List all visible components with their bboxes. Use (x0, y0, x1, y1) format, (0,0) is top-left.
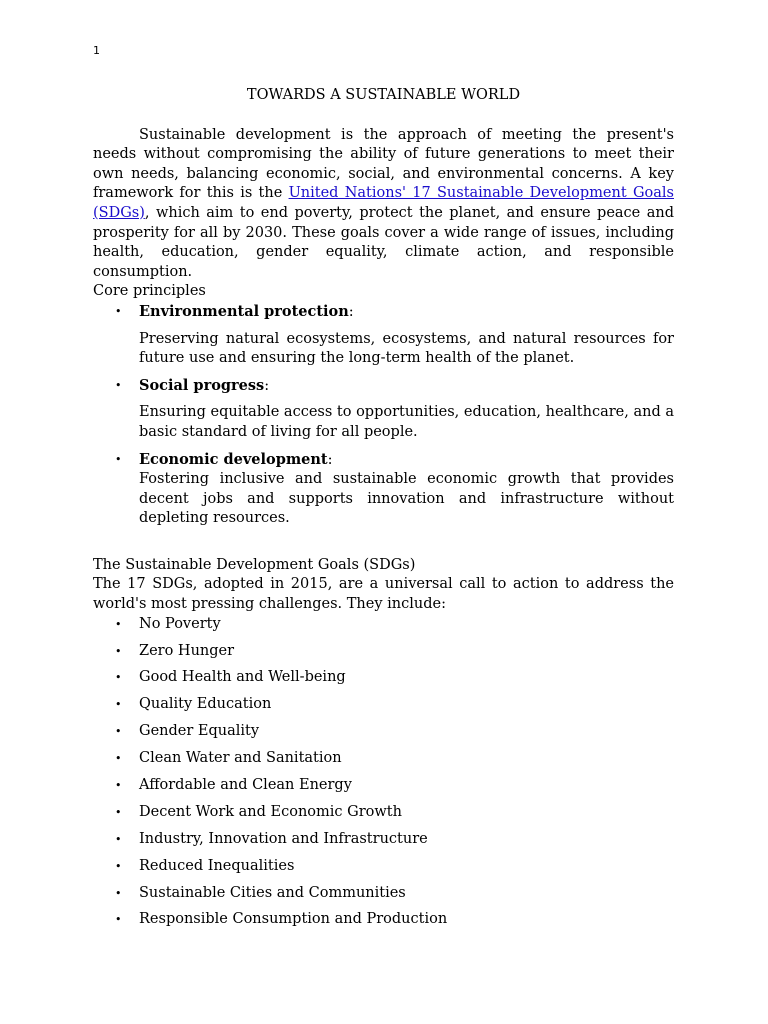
principle-description: Fostering inclusive and sustainable economic growth that provides decent jobs and supports innovation and infrastructure without depleting resources. (139, 471, 674, 527)
sdgs-link[interactable]: United Nations' 17 Sustainable Development Goals (SDGs) (93, 185, 674, 221)
principle-item-environmental (93, 302, 674, 369)
list-item (93, 776, 674, 803)
sdgs-heading: The Sustainable Development Goals (SDGs) (93, 556, 416, 573)
document-title: TOWARDS A SUSTAINABLE WORLD (246, 87, 521, 103)
goal-label: Responsible Consumption and Production (139, 911, 448, 928)
bullet-icon: • (115, 698, 122, 712)
bullet-icon: • (115, 805, 122, 819)
list-item (93, 803, 674, 830)
principle-item-social (93, 376, 674, 443)
list-item (93, 668, 674, 695)
goal-label: Quality Education (139, 696, 272, 713)
bullet-icon: • (115, 886, 122, 900)
list-item (93, 857, 674, 884)
list-item (93, 642, 674, 669)
bullet-icon: • (115, 859, 122, 873)
bullet-icon: • (115, 644, 122, 658)
core-principles-list (93, 302, 674, 529)
goal-label: No Poverty (139, 615, 221, 632)
goal-label: Decent Work and Economic Growth (139, 803, 402, 820)
bullet-icon: • (115, 378, 122, 392)
list-item (93, 722, 674, 749)
intro-text-part1: Sustainable development is the approach of meeting the present's needs without compromising the ability of future generations to meet their own needs, balancing economic, social, and environmental concerns. A key framework for this is the (93, 126, 674, 202)
list-item (93, 615, 674, 642)
goal-label: Affordable and Clean Energy (139, 777, 352, 793)
bullet-icon: • (115, 832, 122, 846)
goal-label: Clean Water and Sanitation (139, 750, 342, 767)
goal-label: Good Health and Well-being (139, 669, 346, 686)
principle-description: Ensuring equitable access to opportunities, education, healthcare, and a basic standard of living for all people. (139, 404, 674, 440)
list-item (93, 749, 674, 776)
goal-label: Reduced Inequalities (139, 857, 295, 874)
goal-label: Sustainable Cities and Communities (139, 884, 406, 901)
list-item (93, 695, 674, 722)
sdgs-intro: The 17 SDGs, adopted in 2015, are a universal call to action to address the world's most pressing challenges. They include: (93, 576, 674, 613)
bullet-icon: • (115, 913, 122, 927)
principle-label: Environmental protection (139, 302, 349, 320)
core-principles-heading: Core principles (93, 283, 206, 300)
goal-label: Gender Equality (139, 723, 260, 740)
section-spacer (93, 536, 674, 556)
goal-label: Zero Hunger (139, 642, 235, 659)
list-item (93, 884, 674, 911)
bullet-icon: • (115, 725, 122, 739)
page-number: 1 (93, 44, 100, 57)
principle-colon: : (348, 303, 354, 320)
bullet-icon: • (115, 779, 122, 792)
goal-label: Industry, Innovation and Infrastructure (139, 830, 428, 847)
list-item (93, 910, 674, 937)
principle-label: Social progress (139, 376, 265, 394)
intro-paragraph (93, 126, 674, 283)
bullet-icon: • (115, 671, 122, 685)
list-item (93, 830, 674, 857)
principle-label: Economic development (139, 450, 328, 468)
bullet-icon: • (115, 752, 122, 766)
sdg-goals-list (93, 615, 674, 938)
principle-colon: : (264, 377, 270, 394)
document-body (93, 86, 674, 937)
principle-item-economic (93, 450, 674, 529)
bullet-icon: • (115, 304, 122, 318)
bullet-icon: • (115, 452, 122, 466)
principle-colon: : (327, 451, 333, 468)
intro-text-part2: , which aim to end poverty, protect the planet, and ensure peace and prosperity for all by 2030. These goals cover a wide range of issues, including health, education, gender equality, climate action, and responsible consumption. (93, 204, 674, 280)
bullet-icon: • (115, 617, 122, 631)
principle-description: Preserving natural ecosystems, ecosystems, and natural resources for future use and ensuring the long-term health of the planet. (139, 330, 674, 367)
